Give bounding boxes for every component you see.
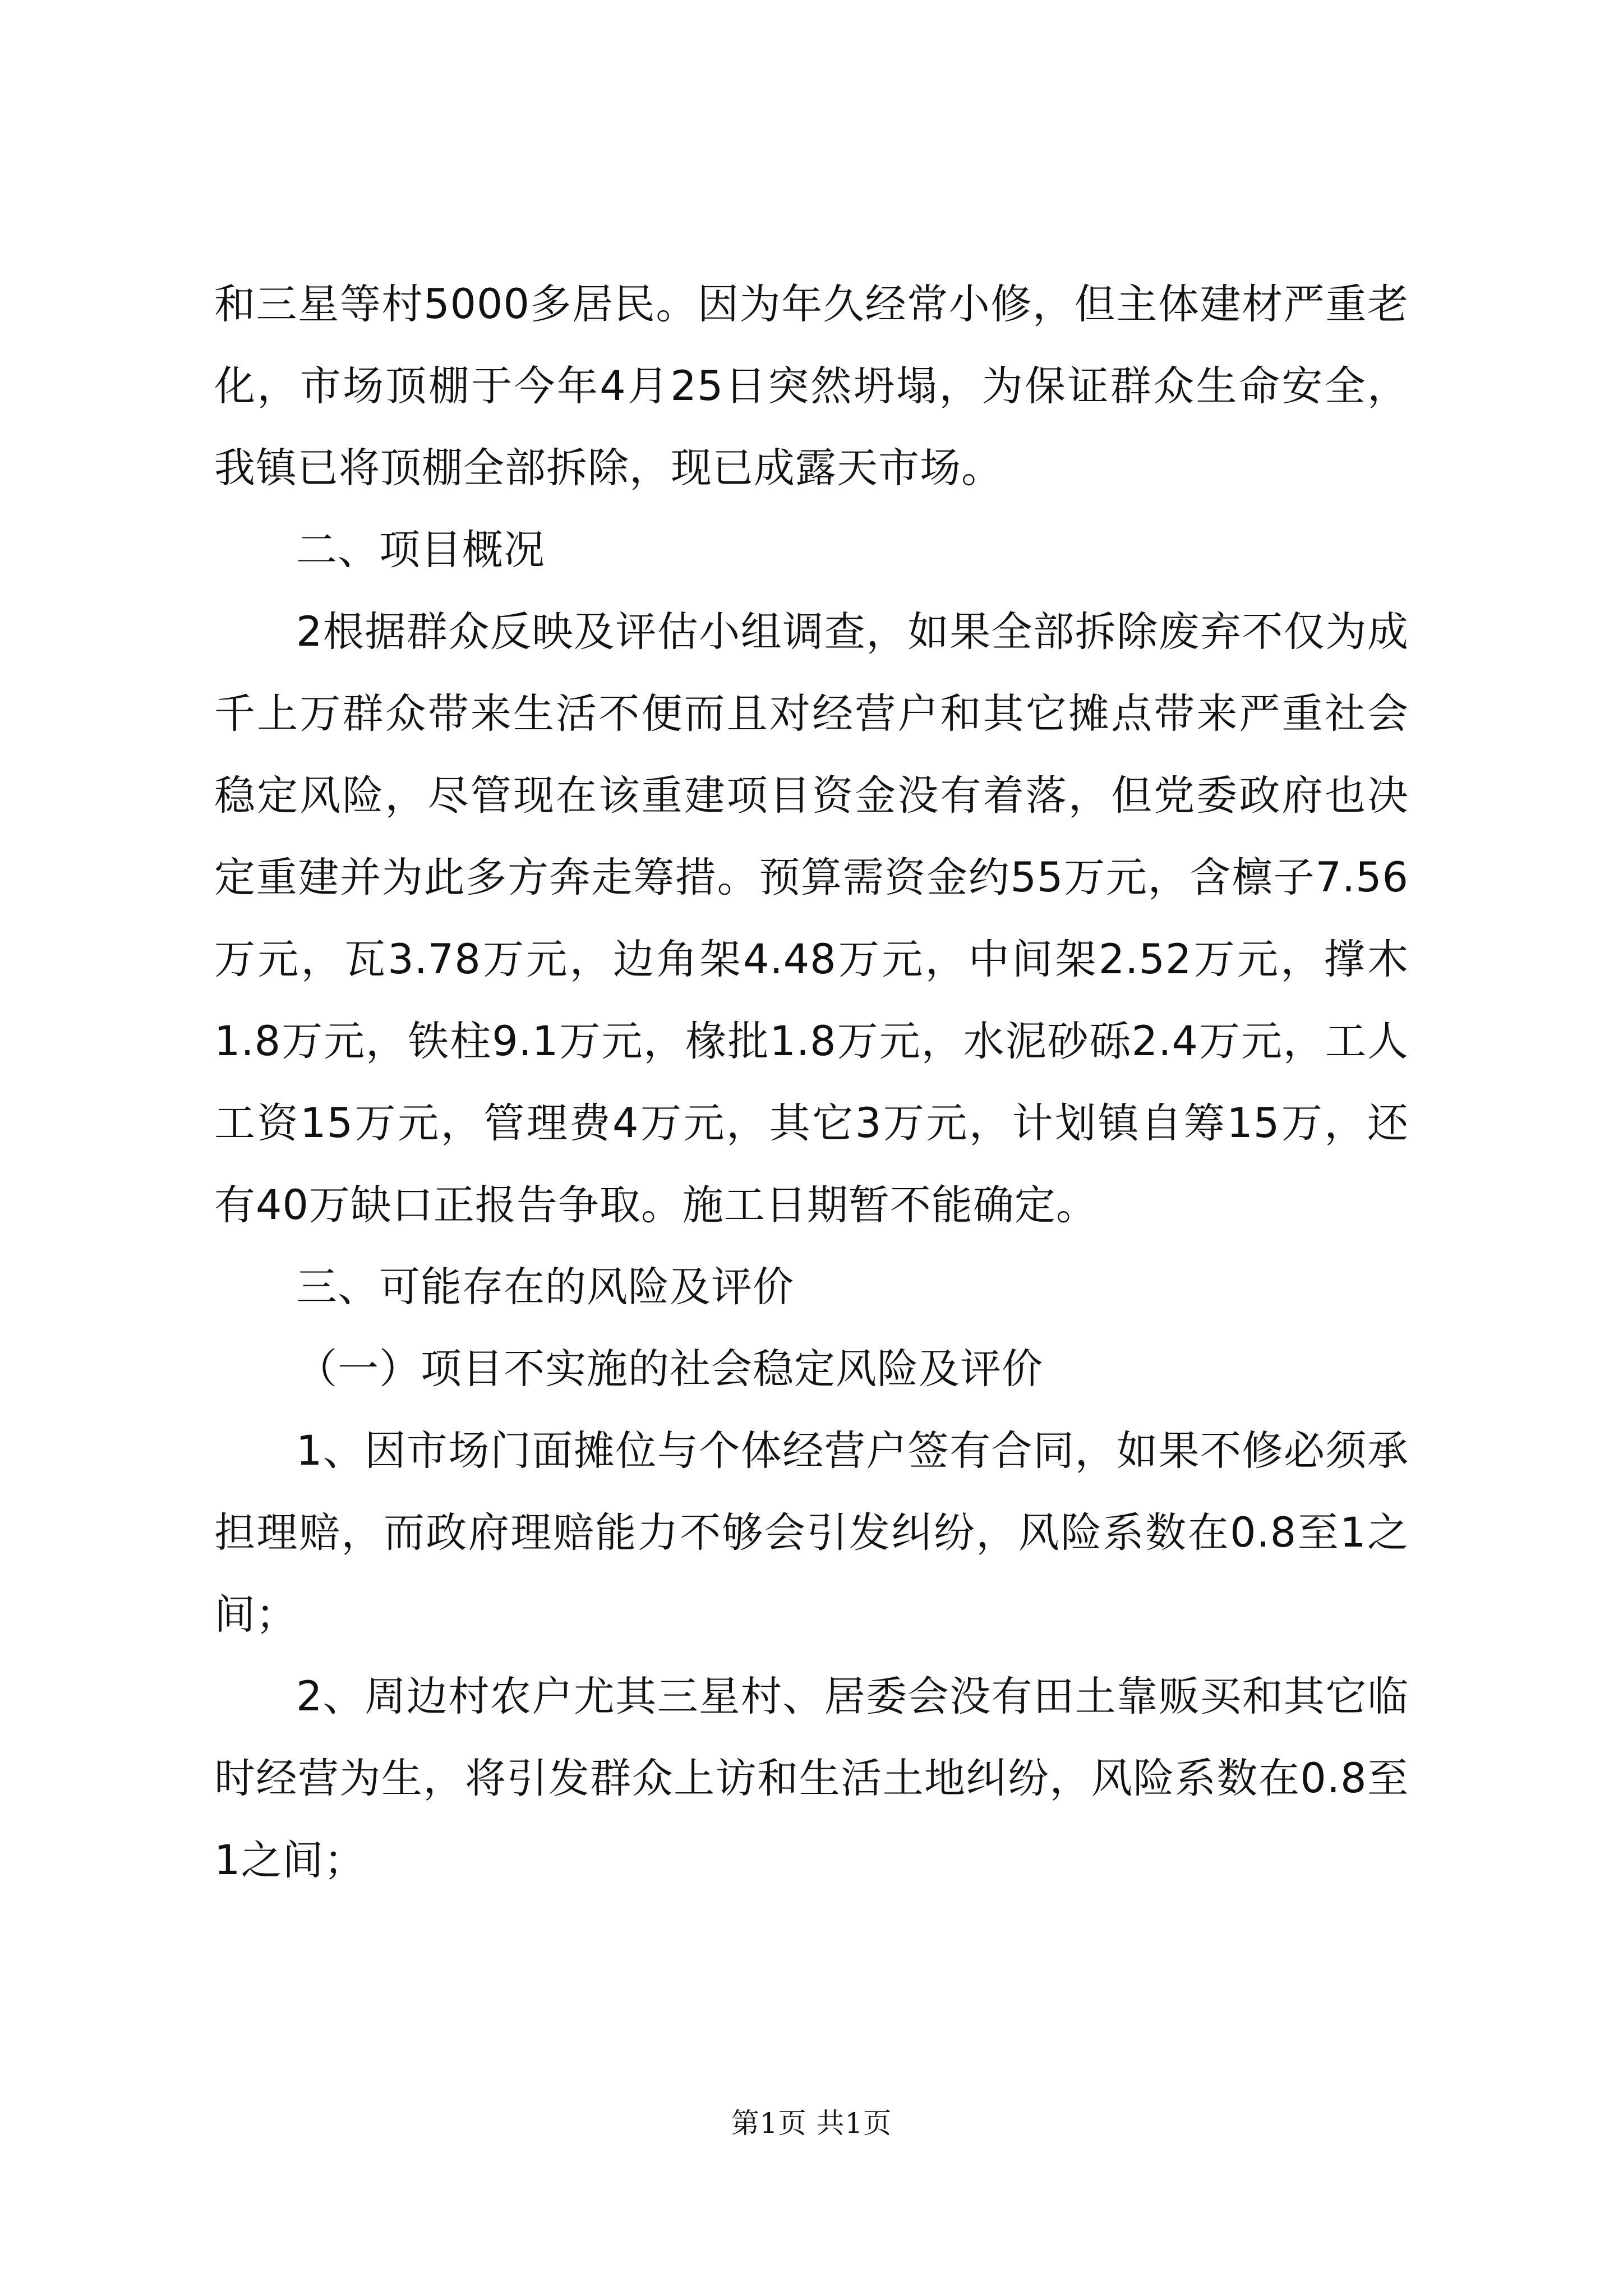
- section-heading-project-overview: 二、项目概况: [296, 526, 545, 574]
- page-footer: 第1页 共1页: [731, 2107, 892, 2139]
- paragraph-project-details: 2根据群众反映及评估小组调查，如果全部拆除废弃不仅为成千上万群众带来生活不便而且对经营户和其它摊点带来严重社会稳定风险，尽管现在该重建项目资金没有着落，但党委政府也决定重建并为此多方奔走筹措。预算需资金约55万元，含檩子7.56万元，瓦3.78万元，边角架4.48万元，中间架2.52万元，撑木1.8万元，铁柱9.1万元，椽批1.8万元，水泥砂砾2.4万元，工人工资15万元，管理费4万元，其它3万元，计划镇自筹15万，还有40万缺口正报告争取。施工日期暂不能确定。: [214, 608, 1409, 1229]
- paragraph-risk-item-2: 2、周边村农户尤其三星村、居委会没有田土靠贩买和其它临时经营为生，将引发群众上访和生活土地纠纷，风险系数在0.8至1之间；: [214, 1673, 1409, 1884]
- subsection-heading-not-implemented-risk: （一）项目不实施的社会稳定风险及评价: [296, 1345, 1043, 1393]
- document-body: [214, 264, 1409, 1902]
- paragraph-risk-item-1: 1、因市场门面摊位与个体经营户签有合同，如果不修必须承担理赔，而政府理赔能力不够会引发纠纷，风险系数在0.8至1之间；: [214, 1427, 1409, 1639]
- section-heading-risks: 三、可能存在的风险及评价: [296, 1263, 794, 1311]
- paragraph-continuation: 和三星等村5000多居民。因为年久经常小修，但主体建材严重老化，市场顶棚于今年4月25日突然坍塌，为保证群众生命安全，我镇已将顶棚全部拆除，现已成露天市场。: [214, 280, 1409, 492]
